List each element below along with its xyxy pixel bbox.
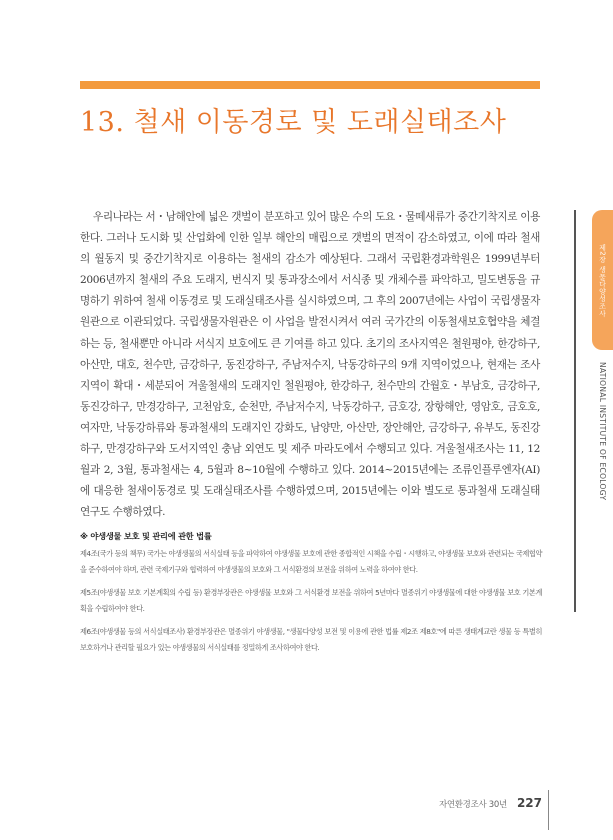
law-note-heading: ※ 야생생물 보호 및 관리에 관한 법률 bbox=[80, 531, 212, 541]
footer-divider-line bbox=[548, 790, 549, 830]
organization-side-label: NATIONAL INSTITUTE OF ECOLOGY bbox=[598, 362, 607, 501]
side-divider-line bbox=[574, 210, 576, 612]
page-number: 227 bbox=[516, 796, 542, 810]
body-paragraph: 우리나라는 서・남해안에 넓은 갯벌이 분포하고 있어 많은 수의 도요・물떼새류가 중간기착지로 이용한다. 그러나 도시화 및 산업화에 인한 일부 해안의 매립으로 갯벌의 면적이 감소하였고, 이에 따라 철새의 월동지 및 중간기착지로 이용하는 철새의 감소가 예상된다. 그래서 국립환경과학원은 1999년부터 2006년까지 철새의 주요 도래지, 번식지 및 통과장소에서 서식종 및 개체수를 파악하고, 밀도변동을 규명하기 위하여 철새 이동경로 및 도래실태조사를 실시하였으며, 그 후의 2007년에는 사업이 국립생물자원관으로 이관되었다. 국립생물자원관은 이 사업을 발전시켜서 여러 국가간의 이동철새보호협약을 체결하는 등, 철새뿐만 아니라 서식지 보호에도 큰 기여를 하고 있다. 초기의 조사지역은 철원평야, 한강하구, 아산만, 대호, 천수만, 금강하구, 동진강하구, 주남저수지, 낙동강하구의 9개 지역이었으나, 현재는 조사지역이 확대・세분되어 겨울철새의 도래지인 철원평야, 한강하구, 천수만의 간월호・부남호, 금강하구, 동진강하구, 만경강하구, 고천암호, 순천만, 주남저수지, 낙동강하구, 금호강, 장항해안, 영암호, 금호호, 여자만, 낙동강하류와 통과철새의 도래지인 강화도, 남양만, 아산만, 장안해안, 금강하구, 유부도, 동진강하구, 만경강하구와 도서지역인 충남 외연도 및 제주 마라도에서 수행되고 있다. 겨울철새조사는 11, 12월과 2, 3월, 통과철새는 4, 5월과 8~10월에 수행하고 있다. 2014~2015년에는 조류인플루엔자(AI)에 대응한 철새이동경로 및 도래실태조사를 수행하였으며, 2015년에는 이와 별도로 통과철새 도래실태연구도 수행하였다. bbox=[80, 211, 540, 519]
page-footer bbox=[400, 796, 542, 816]
organization-side-label-wrap bbox=[592, 362, 613, 612]
law-article-6: 제6조(야생생물 등의 서식실태조사) 환경부장관은 멸종위기 야생생물, "생물다양성 보전 및 이용에 관한 법률 제2조 제8호"에 따른 생태계교란 생물 등 특별히 보호하거나 관리할 필요가 있는 야생생물의 서식실태를 정밀하게 조사하여야 한다. bbox=[80, 627, 542, 652]
chapter-side-tab-label-wrap bbox=[592, 210, 613, 350]
chapter-side-tab-label: 제2장 생물다양성조사 bbox=[598, 243, 607, 317]
law-article-4: 제4조(국가 등의 책무) 국가는 야생생물의 서식실태 등을 파악하여 야생생물 보호에 관한 종합적인 시책을 수립・시행하고, 야생생물 보호와 관련되는 국제협약을 준수하여야 하며, 관련 국제기구와 협력하여 야생생물의 보호와 그 서식환경의 보전을 위하여 노력을 하여야 한다. bbox=[80, 549, 542, 574]
chapter-title: 13. 철새 이동경로 및 도래실태조사 bbox=[80, 107, 507, 138]
footer-publication-label: 자연환경조사 30년 bbox=[438, 800, 507, 810]
law-article-5: 제5조(야생생물 보호 기본계획의 수립 등) 환경부장관은 야생생물 보호와 그 서식환경 보전을 위하여 5년마다 멸종위기 야생생물에 대한 야생생물 보호 기본계획을 수립하여야 한다. bbox=[80, 588, 542, 613]
law-note bbox=[80, 531, 542, 663]
chapter-title-bar bbox=[80, 81, 540, 89]
